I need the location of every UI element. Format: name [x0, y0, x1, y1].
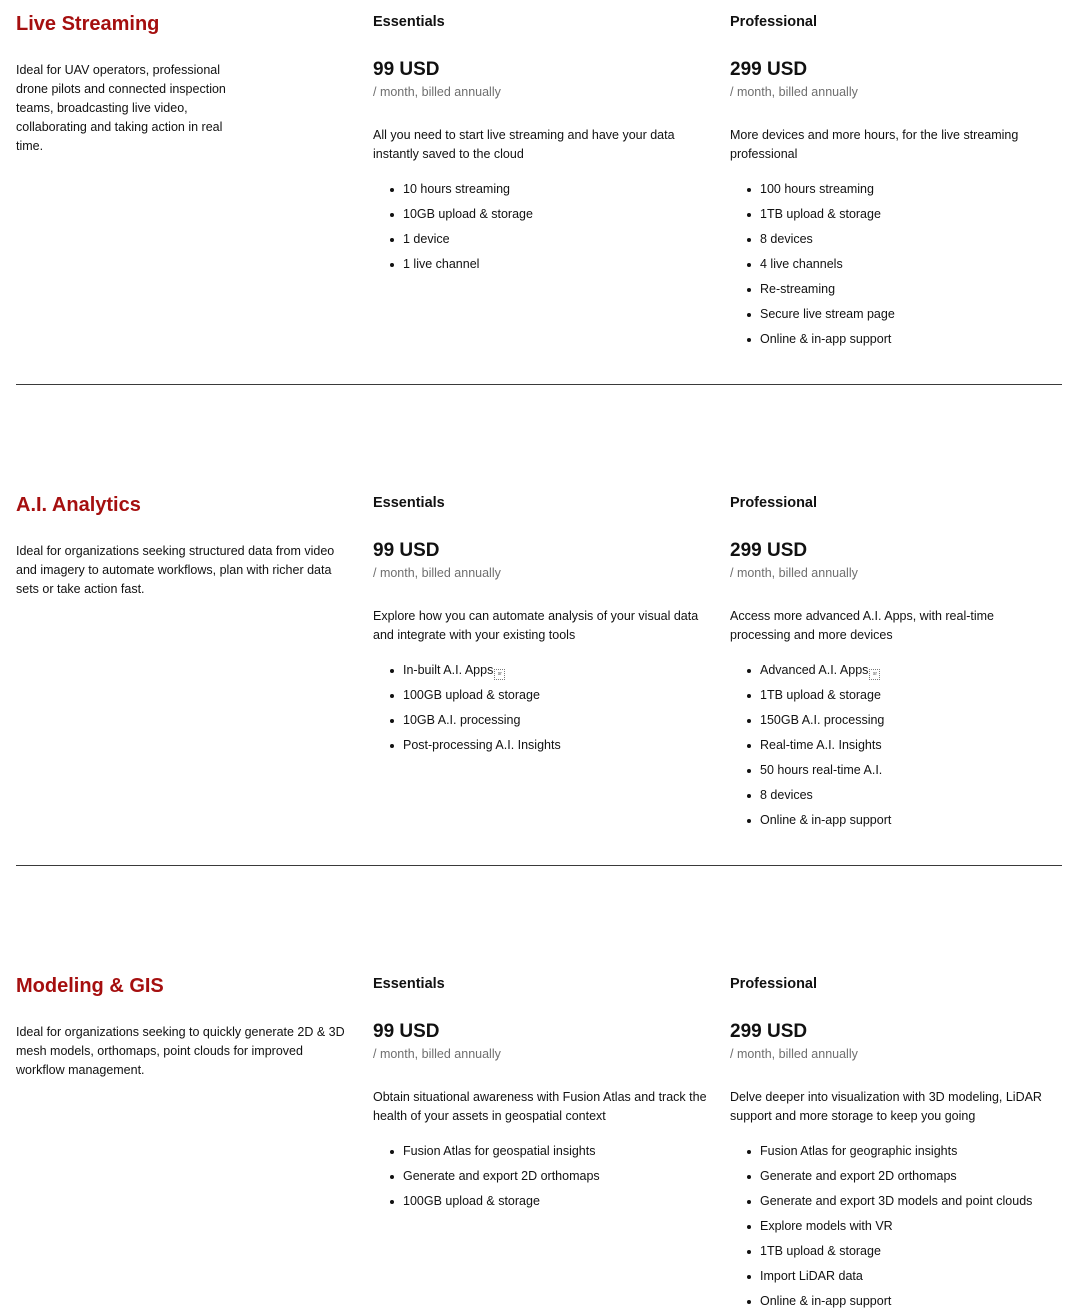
plan-billing-period: / month, billed annually — [373, 85, 501, 99]
feature-item: 1TB upload & storage — [730, 683, 891, 708]
plan-description: Explore how you can automate analysis of your visual data and integrate with your existing tools — [373, 609, 699, 642]
plan-billing-period: / month, billed annually — [730, 566, 858, 580]
section-divider — [16, 384, 1062, 385]
feature-item: 1TB upload & storage — [730, 1239, 1032, 1264]
plan-price: 299 USD — [730, 1021, 808, 1042]
plan-feature-list — [373, 1139, 600, 1214]
section-ai-analytics — [16, 481, 1062, 865]
plan-billing-period: / month, billed annually — [730, 1047, 858, 1061]
feature-item: Generate and export 2D orthomaps — [373, 1164, 600, 1189]
feature-label: In-built A.I. Apps — [403, 663, 494, 677]
feature-item: 1TB upload & storage — [730, 202, 895, 227]
feature-item: Re-streaming — [730, 277, 895, 302]
feature-label: Advanced A.I. Apps — [760, 663, 869, 677]
category-title: Modeling & GIS — [16, 975, 164, 997]
category-title: A.I. Analytics — [16, 494, 141, 516]
missing-glyph-icon: sr — [494, 669, 505, 680]
plan-price: 99 USD — [373, 59, 440, 80]
feature-item: 1 live channel — [373, 252, 533, 277]
feature-item: Post-processing A.I. Insights — [373, 733, 561, 758]
plan-name: Professional — [730, 14, 818, 30]
plan-name: Essentials — [373, 495, 445, 511]
plan-price: 99 USD — [373, 1021, 440, 1042]
plan-description: More devices and more hours, for the live streaming professional — [730, 128, 1019, 161]
category-description: Ideal for organizations seeking to quickly generate 2D & 3D mesh models, orthomaps, point clouds for improved workflow management. — [16, 1025, 345, 1077]
feature-item: Fusion Atlas for geographic insights — [730, 1139, 1032, 1164]
feature-item: Online & in-app support — [730, 808, 891, 833]
plan-billing-period: / month, billed annually — [373, 1047, 501, 1061]
plan-feature-list — [373, 177, 533, 277]
feature-item: 150GB A.I. processing — [730, 708, 891, 733]
feature-item: Online & in-app support — [730, 327, 895, 352]
plan-price: 99 USD — [373, 540, 440, 561]
feature-item: Fusion Atlas for geospatial insights — [373, 1139, 600, 1164]
feature-item — [373, 658, 561, 683]
missing-glyph-icon: sr — [869, 669, 880, 680]
feature-item: Import LiDAR data — [730, 1264, 1032, 1289]
section-live-streaming — [16, 0, 1062, 384]
feature-item: 8 devices — [730, 783, 891, 808]
category-title: Live Streaming — [16, 13, 160, 35]
plan-feature-list — [730, 177, 895, 352]
feature-item: Explore models with VR — [730, 1214, 1032, 1239]
plan-name: Essentials — [373, 14, 445, 30]
plan-description: Access more advanced A.I. Apps, with real-time processing and more devices — [730, 609, 995, 642]
plan-name: Professional — [730, 976, 818, 992]
plan-price: 299 USD — [730, 59, 808, 80]
plan-feature-list — [373, 658, 561, 758]
feature-item: Generate and export 3D models and point clouds — [730, 1189, 1032, 1214]
section-divider — [16, 865, 1062, 866]
feature-item: Generate and export 2D orthomaps — [730, 1164, 1032, 1189]
section-modeling-gis — [16, 962, 1062, 1314]
plan-billing-period: / month, billed annually — [373, 566, 501, 580]
feature-item — [730, 658, 891, 683]
feature-item: 50 hours real-time A.I. — [730, 758, 891, 783]
feature-item: Secure live stream page — [730, 302, 895, 327]
feature-item: Real-time A.I. Insights — [730, 733, 891, 758]
feature-item: 10 hours streaming — [373, 177, 533, 202]
feature-item: 100 hours streaming — [730, 177, 895, 202]
feature-item: Online & in-app support — [730, 1289, 1032, 1314]
feature-item: 1 device — [373, 227, 533, 252]
feature-item: 10GB A.I. processing — [373, 708, 561, 733]
plan-description: Delve deeper into visualization with 3D modeling, LiDAR support and more storage to keep you going — [730, 1090, 1042, 1123]
feature-item: 100GB upload & storage — [373, 1189, 600, 1214]
plan-feature-list — [730, 658, 891, 833]
plan-feature-list — [730, 1139, 1032, 1314]
category-description: Ideal for organizations seeking structured data from video and imagery to automate workflows, plan with richer data sets or take action fast. — [16, 544, 335, 596]
category-description: Ideal for UAV operators, professional drone pilots and connected inspection teams, broadcasting live video, collaborating and taking action in real time. — [16, 63, 226, 153]
feature-item: 4 live channels — [730, 252, 895, 277]
feature-item: 10GB upload & storage — [373, 202, 533, 227]
feature-item: 100GB upload & storage — [373, 683, 561, 708]
feature-item: 8 devices — [730, 227, 895, 252]
plan-description: All you need to start live streaming and have your data instantly saved to the cloud — [373, 128, 675, 161]
plan-name: Professional — [730, 495, 818, 511]
plan-billing-period: / month, billed annually — [730, 85, 858, 99]
plan-price: 299 USD — [730, 540, 808, 561]
plan-name: Essentials — [373, 976, 445, 992]
plan-description: Obtain situational awareness with Fusion Atlas and track the health of your assets in geospatial context — [373, 1090, 707, 1123]
